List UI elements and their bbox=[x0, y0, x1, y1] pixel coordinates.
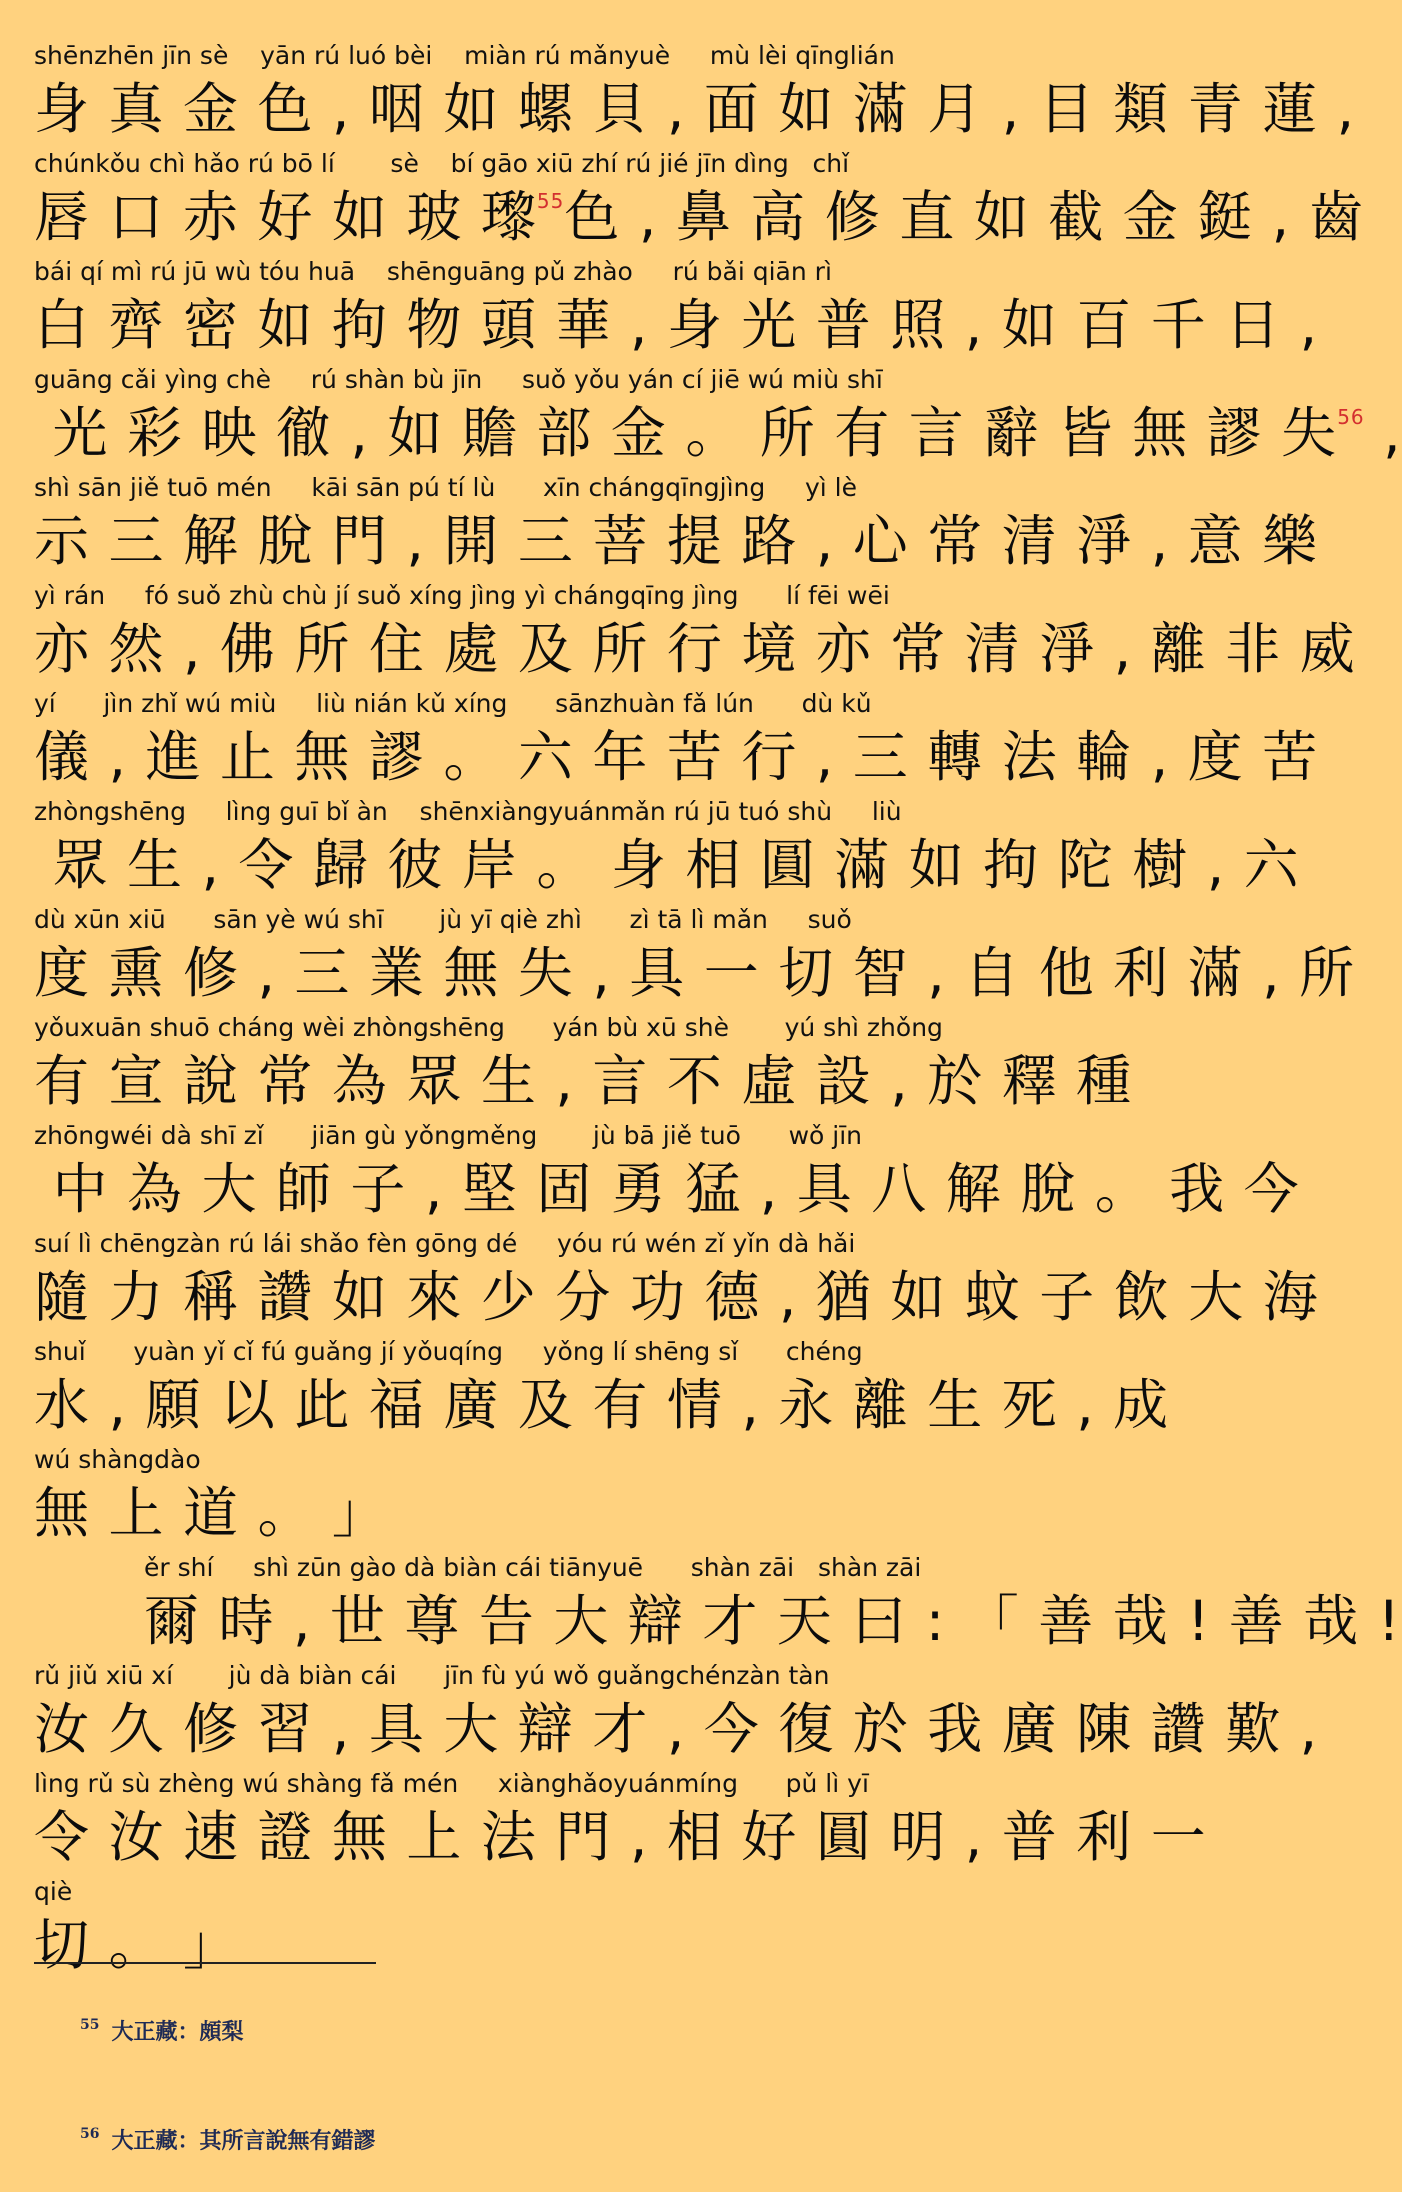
pinyin-annotation: yì rán fó suǒ zhù chù jí suǒ xíng jìng yì chángqīng jìng lí fēi wēi bbox=[34, 581, 890, 610]
footnote-marker[interactable]: 56 bbox=[1337, 405, 1365, 429]
verse-line bbox=[34, 1334, 1170, 1442]
footnote-number: 56 bbox=[79, 2126, 100, 2142]
chinese-text-segment: 白 齊 密 如 拘 物 頭 華 , 身 光 普 照 , 如 百 千 日 , bbox=[34, 293, 1319, 357]
chinese-text bbox=[34, 722, 1319, 794]
pinyin-annotation: shuǐ yuàn yǐ cǐ fú guǎng jí yǒuqíng yǒng lí shēng sǐ chéng bbox=[34, 1337, 863, 1366]
chinese-text-segment: 亦 然 , 佛 所 住 處 及 所 行 境 亦 常 清 淨 , 離 非 威 bbox=[34, 617, 1356, 681]
pinyin-annotation: ěr shí shì zūn gào dà biàn cái tiānyuē shàn zāi shàn zāi bbox=[144, 1553, 922, 1582]
chinese-text bbox=[34, 290, 1319, 362]
chinese-text-segment: , bbox=[1364, 401, 1402, 465]
chinese-text-segment: 汝 久 修 習 , 具 大 辯 才 , 今 復 於 我 廣 陳 讚 歎 , bbox=[34, 1697, 1319, 1761]
chinese-text bbox=[34, 1262, 1319, 1334]
pinyin-annotation: shì sān jiě tuō mén kāi sān pú tí lù xīn chángqīngjìng yì lè bbox=[34, 473, 858, 502]
verse-line bbox=[34, 470, 1319, 578]
verse-line bbox=[34, 794, 1300, 902]
verse-line bbox=[34, 254, 1319, 362]
verse-line bbox=[34, 362, 1402, 470]
chinese-text bbox=[34, 398, 1402, 470]
verse-line bbox=[34, 1010, 1133, 1118]
pinyin-annotation: zhòngshēng lìng guī bǐ àn shēnxiàngyuánmǎn rú jū tuó shù liù bbox=[34, 797, 902, 826]
pinyin-annotation: chúnkǒu chì hǎo rú bō lí sè bí gāo xiū zhí rú jié jīn dìng chǐ bbox=[34, 149, 850, 178]
chinese-text bbox=[34, 938, 1356, 1010]
chinese-text-segment: 無 上 道 。 」 bbox=[34, 1481, 388, 1545]
verse-line bbox=[34, 1226, 1319, 1334]
verse-line bbox=[34, 1118, 1300, 1226]
verse-line bbox=[34, 1550, 1401, 1658]
chinese-text-segment: 切 。 」 bbox=[34, 1913, 239, 1977]
chinese-text-segment: 示 三 解 脫 門 , 開 三 菩 提 路 , 心 常 清 淨 , 意 樂 bbox=[34, 509, 1319, 573]
chinese-text bbox=[144, 1586, 1401, 1658]
pinyin-annotation: bái qí mì rú jū wù tóu huā shēnguāng pǔ zhào rú bǎi qiān rì bbox=[34, 257, 832, 286]
footnotes bbox=[34, 1962, 1044, 2192]
chinese-text bbox=[34, 1370, 1170, 1442]
pinyin-annotation: lìng rǔ sù zhèng wú shàng fǎ mén xiànghǎoyuánmíng pǔ lì yī bbox=[34, 1769, 869, 1798]
chinese-text bbox=[34, 182, 1365, 254]
chinese-text bbox=[34, 614, 1356, 686]
pinyin-annotation: guāng cǎi yìng chè rú shàn bù jīn suǒ yǒu yán cí jiē wú miù shī bbox=[34, 365, 883, 394]
pinyin-annotation: shēnzhēn jīn sè yān rú luó bèi miàn rú mǎnyuè mù lèi qīnglián bbox=[34, 41, 895, 70]
pinyin-annotation: qiè bbox=[34, 1877, 73, 1906]
verse-line bbox=[34, 38, 1356, 146]
verse-line bbox=[34, 686, 1319, 794]
chinese-text bbox=[34, 1694, 1319, 1766]
chinese-text bbox=[34, 1046, 1133, 1118]
chinese-text-segment: 身 真 金 色 , 咽 如 螺 貝 , 面 如 滿 月 , 目 類 青 蓮 , bbox=[34, 77, 1356, 141]
chinese-text bbox=[34, 506, 1319, 578]
chinese-text bbox=[34, 1478, 1050, 1550]
footnote-marker[interactable]: 55 bbox=[536, 189, 565, 213]
footnote-text: 大正藏：頗梨 bbox=[111, 2019, 244, 2045]
pinyin-annotation: suí lì chēngzàn rú lái shǎo fèn gōng dé yóu rú wén zǐ yǐn dà hǎi bbox=[34, 1229, 856, 1258]
pinyin-annotation: wú shàngdào bbox=[34, 1445, 201, 1474]
chinese-text-segment: 令 汝 速 證 無 上 法 門 , 相 好 圓 明 , 普 利 一 bbox=[34, 1805, 1207, 1869]
chinese-text-segment: 光 彩 映 徹 , 如 贍 部 金 。 所 有 言 辭 皆 無 謬 失 bbox=[34, 401, 1338, 465]
chinese-text-segment: 唇 口 赤 好 如 玻 瓈 bbox=[34, 185, 537, 249]
pinyin-annotation: zhōngwéi dà shī zǐ jiān gù yǒngměng jù bā jiě tuō wǒ jīn bbox=[34, 1121, 863, 1150]
footnote-55 bbox=[34, 1974, 1044, 2083]
chinese-text-segment: 爾 時 , 世 尊 告 大 辯 才 天 曰 : 「 善 哉 ! 善 哉 ! bbox=[144, 1589, 1401, 1653]
scripture-text bbox=[34, 38, 1402, 1982]
chinese-text-segment: 水 , 願 以 此 福 廣 及 有 情 , 永 離 生 死 , 成 bbox=[34, 1373, 1170, 1437]
chinese-text-segment: 眾 生 , 令 歸 彼 岸 。 身 相 圓 滿 如 拘 陀 樹 , 六 bbox=[34, 833, 1300, 897]
footnote-divider bbox=[34, 1962, 376, 1964]
chinese-text-segment: 儀 , 進 止 無 謬 。 六 年 苦 行 , 三 轉 法 輪 , 度 苦 bbox=[34, 725, 1319, 789]
pinyin-annotation: dù xūn xiū sān yè wú shī jù yī qiè zhì zì tā lì mǎn suǒ bbox=[34, 905, 852, 934]
chinese-text-segment: 中 為 大 師 子 , 堅 固 勇 猛 , 具 八 解 脫 。 我 今 bbox=[34, 1157, 1300, 1221]
chinese-text-segment: 色 , 鼻 高 修 直 如 截 金 鋌 , 齒 bbox=[564, 185, 1365, 249]
chinese-text-segment: 有 宣 說 常 為 眾 生 , 言 不 虛 設 , 於 釋 種 bbox=[34, 1049, 1133, 1113]
chinese-text-segment: 度 熏 修 , 三 業 無 失 , 具 一 切 智 , 自 他 利 滿 , 所 bbox=[34, 941, 1356, 1005]
pinyin-annotation: yí jìn zhǐ wú miù liù nián kǔ xíng sānzhuàn fǎ lún dù kǔ bbox=[34, 689, 872, 718]
verse-line bbox=[34, 146, 1365, 254]
footnote-56 bbox=[34, 2083, 1044, 2192]
pinyin-annotation: yǒuxuān shuō cháng wèi zhòngshēng yán bù xū shè yú shì zhǒng bbox=[34, 1013, 943, 1042]
verse-line bbox=[34, 578, 1356, 686]
chinese-text-segment: 隨 力 稱 讚 如 來 少 分 功 德 , 猶 如 蚊 子 飲 大 海 bbox=[34, 1265, 1319, 1329]
chinese-text bbox=[34, 1154, 1300, 1226]
pinyin-annotation: rǔ jiǔ xiū xí jù dà biàn cái jīn fù yú wǒ guǎngchénzàn tàn bbox=[34, 1661, 830, 1690]
verse-line bbox=[34, 1658, 1319, 1766]
chinese-text bbox=[34, 1802, 1207, 1874]
chinese-text bbox=[34, 74, 1356, 146]
verse-line bbox=[34, 1766, 1207, 1874]
chinese-text bbox=[34, 830, 1300, 902]
footnote-text: 大正藏：其所言說無有錯謬 bbox=[111, 2128, 376, 2154]
verse-line bbox=[34, 1442, 1050, 1550]
footnote-number: 55 bbox=[79, 2017, 100, 2033]
verse-line bbox=[34, 902, 1356, 1010]
